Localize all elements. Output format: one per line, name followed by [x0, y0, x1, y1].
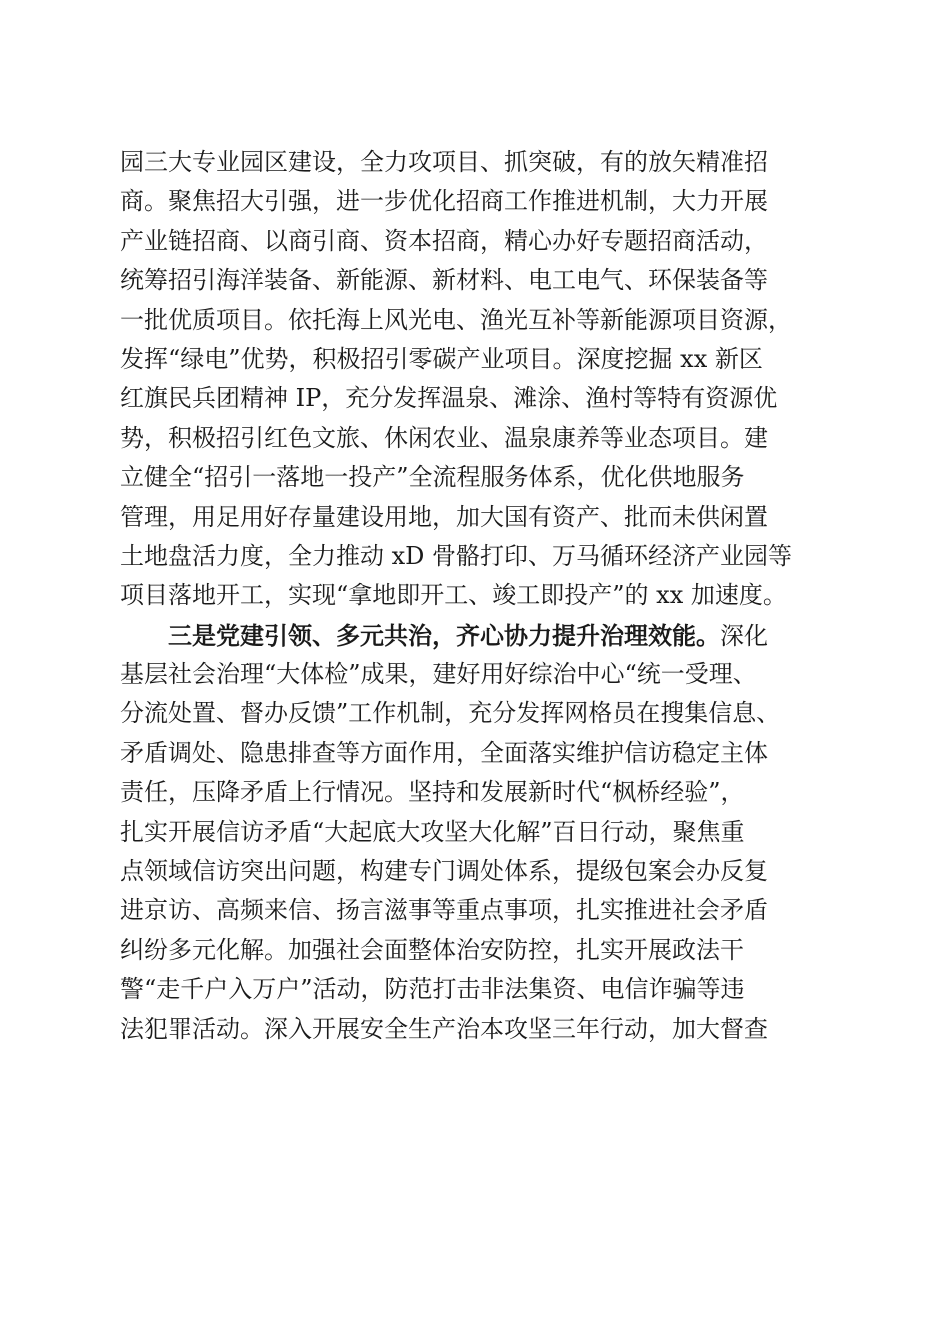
text-line: 一批优质项目。依托海上风光电、渔光互补等新能源项目资源，	[120, 305, 792, 334]
body-text	[120, 143, 850, 1049]
text-line: 基层社会治理“大体检”成果，建好用好综治中心“统一受理、	[120, 660, 757, 689]
text-line: 分流处置、督办反馈”工作机制，充分发挥网格员在搜集信息、	[120, 699, 781, 728]
section-3-first-text: 深化	[720, 621, 768, 650]
text-line: 责任，压降矛盾上行情况。坚持和发展新时代“枫桥经验”，	[120, 778, 745, 807]
text-line: 项目落地开工，实现“拿地即开工、竣工即投产”的 xx 加速度。	[120, 581, 787, 610]
text-line: 警“走千户入万户”活动，防范打击非法集资、电信诈骗等违	[120, 975, 745, 1004]
text-line: 商。聚焦招大引强，进一步优化招商工作推进机制，大力开展	[120, 187, 768, 216]
text-line: 势，积极招引红色文旅、休闲农业、温泉康养等业态项目。建	[120, 423, 768, 452]
text-line: 发挥“绿电”优势，积极招引零碳产业项目。深度挖掘 xx 新区	[120, 344, 763, 373]
text-line: 扎实开展信访矛盾“大起底大攻坚大化解”百日行动，聚焦重	[120, 817, 745, 846]
text-line: 纠纷多元化解。加强社会面整体治安防控，扎实开展政法干	[120, 935, 744, 964]
text-line: 产业链招商、以商引商、资本招商，精心办好专题招商活动，	[120, 226, 768, 255]
section-3-first-line	[120, 616, 850, 655]
text-line: 立健全“招引一落地一投产”全流程服务体系，优化供地服务	[120, 463, 745, 492]
text-line: 矛盾调处、隐患排查等方面作用，全面落实维护信访稳定主体	[120, 738, 768, 767]
text-line: 法犯罪活动。深入开展安全生产治本攻坚三年行动，加大督查	[120, 1014, 768, 1043]
section-3-heading: 三是党建引领、多元共治，齐心协力提升治理效能。	[168, 620, 720, 650]
text-line: 管理，用足用好存量建设用地，加大国有资产、批而未供闲置	[120, 502, 768, 531]
text-line: 土地盘活力度，全力推动 xD 骨骼打印、万马循环经济产业园等	[120, 541, 793, 570]
text-line: 园三大专业园区建设，全力攻项目、抓突破，有的放矢精准招	[120, 148, 768, 176]
text-line: 进京访、高频来信、扬言滋事等重点事项，扎实推进社会矛盾	[120, 896, 768, 925]
text-line: 点领域信访突出问题，构建专门调处体系，提级包案会办反复	[120, 857, 768, 886]
text-line: 红旗民兵团精神 IP，充分发挥温泉、滩涂、渔村等特有资源优	[120, 384, 778, 413]
text-line: 统筹招引海洋装备、新能源、新材料、电工电气、环保装备等	[120, 266, 768, 295]
